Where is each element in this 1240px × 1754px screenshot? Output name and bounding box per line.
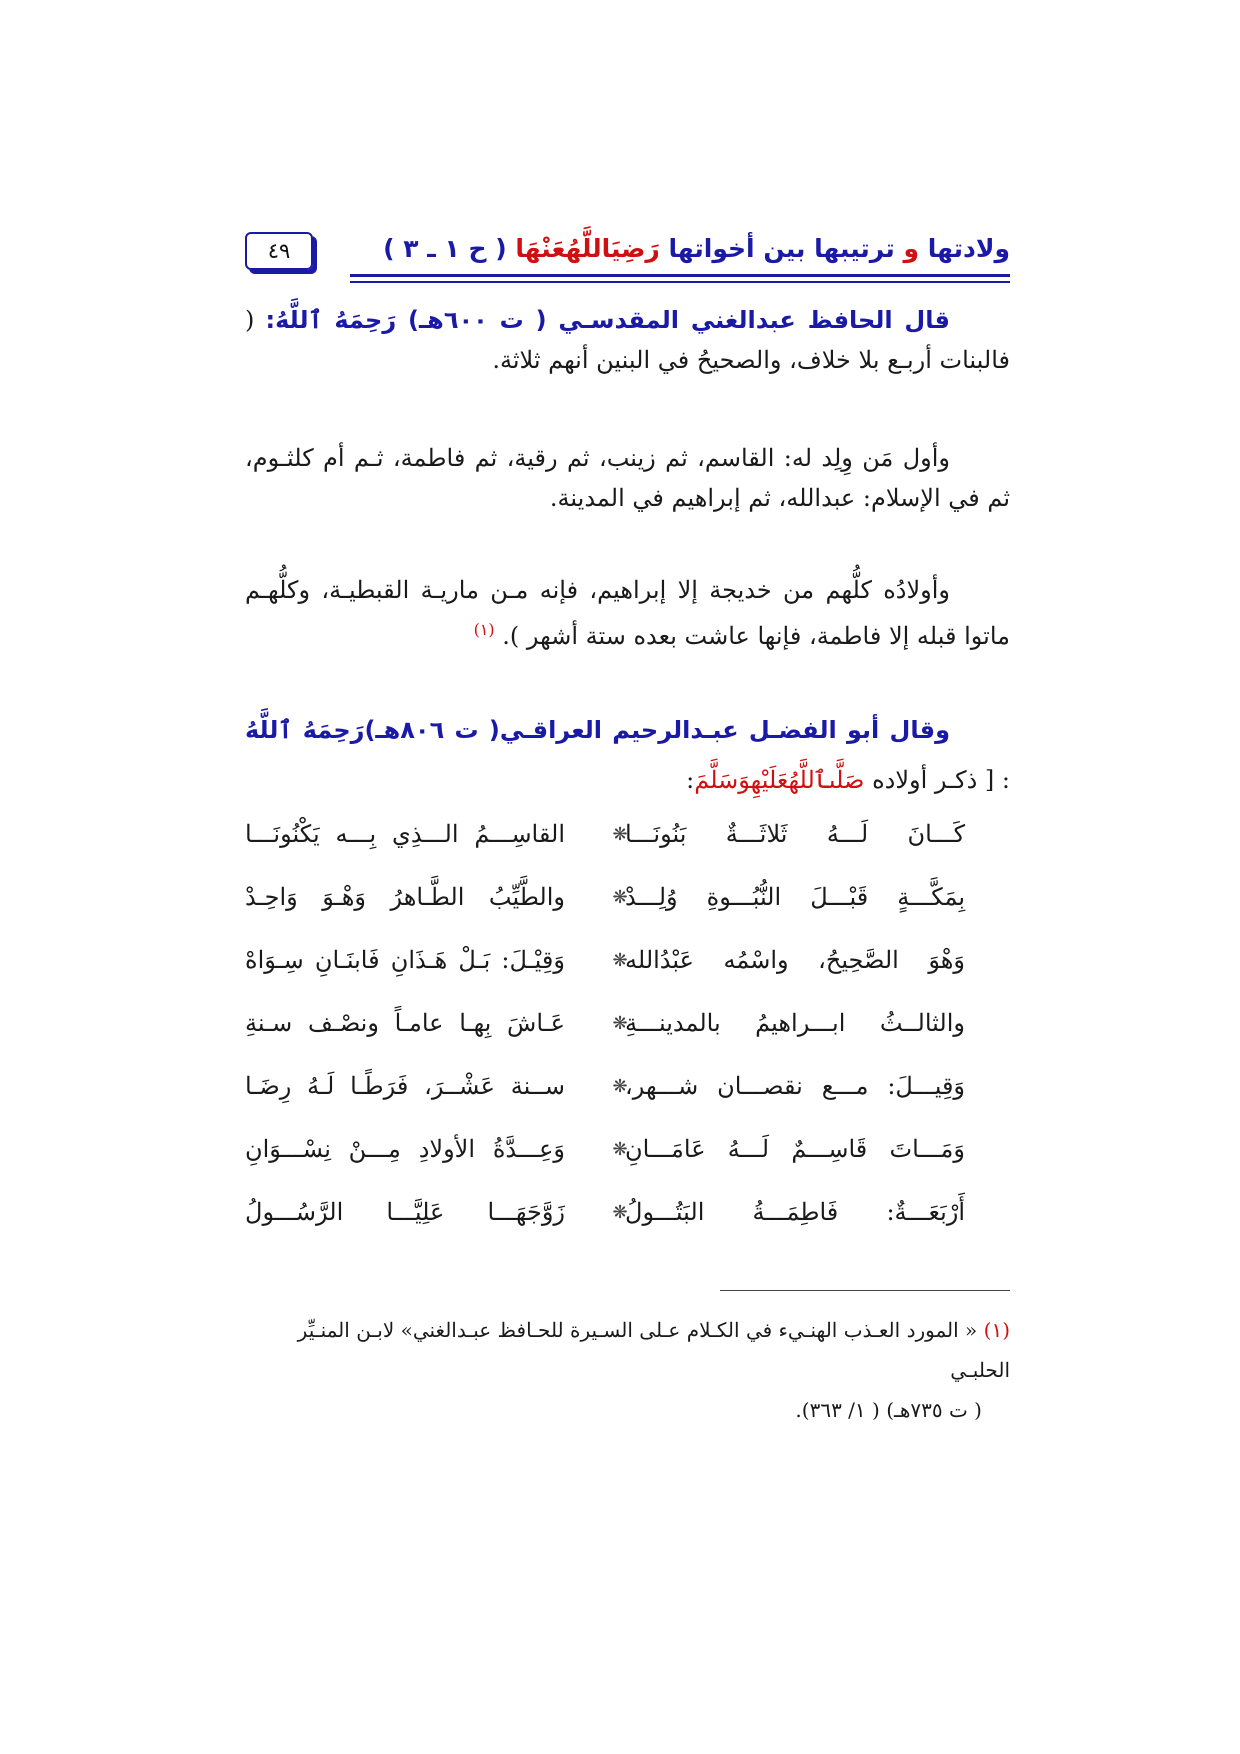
- footnote: [245, 1310, 1010, 1430]
- verse-first-hemistich: أَرْبَعَـــةٌ: فَاطِمَـــةُ البَتُـــولُ: [625, 1198, 965, 1226]
- footnote-text: « المورد العـذب الهنـيء في الكـلام عـلى السـيرة للحـافظ عبـدالغني» لابـن المنـيِّر الحلبـي: [297, 1318, 1010, 1382]
- footnote-line-1: [245, 1310, 1010, 1390]
- header-rule-secondary: [350, 281, 1010, 283]
- quote-attribution-2: وقال أبو الفضـل عبـدالرحيم العراقـي( ت ٨٠٦هـ)رَحِمَهُ ٱللَّهُ: [245, 716, 950, 744]
- verse-first-hemistich: وَقِيـــلَ: مـــع نقصـــان شـــهر،: [625, 1072, 965, 1100]
- header-title-part2: ترتيبها بين أخواتها: [668, 234, 895, 263]
- paragraph-1-text: ( فالبنات أربـع بلا خلاف، والصحيحُ في البنين أنهم ثلاثة.: [245, 306, 1010, 374]
- verse-first-hemistich: كَـــانَ لَـــهُ ثَلاثَـــةٌ بَنُونَـــا: [625, 820, 965, 848]
- verse-first-hemistich: وَمَـــاتَ قَاسِـــمٌ لَـــهُ عَامَـــانِ: [625, 1135, 965, 1163]
- verse-separator-icon: ❋: [612, 1076, 628, 1097]
- paragraph-3: [245, 570, 1010, 656]
- footnote-number: (١): [983, 1318, 1010, 1342]
- verse-separator-icon: ❋: [612, 824, 628, 845]
- header-rule: [350, 274, 1010, 277]
- verse-second-hemistich: وَقِيْـلَ: بَـلْ هَـذَانِ فَابنَـانِ سِـوَاهْ: [245, 946, 565, 974]
- paragraph-3-text: وأولادُه كلُّهم من خديجة إلا إبراهيم، فإنه مـن ماريـة القبطيـة، وكلُّهـم ماتوا قبله إلا فاطمة، فإنها عاشت بعده ستة أشهر ).: [245, 576, 1010, 650]
- verse-separator-icon: ❋: [612, 1202, 628, 1223]
- header-title: [383, 234, 1010, 263]
- verse-second-hemistich: والطَّيِّبُ الطَّـاهرُ وَهْـوَ وَاحِـدْ: [245, 883, 565, 911]
- poem-verse: [245, 1135, 1010, 1175]
- verse-separator-icon: ❋: [612, 887, 628, 908]
- salutation: صَلَّىٱللَّهُعَلَيْهِوَسَلَّمَ: [694, 766, 865, 794]
- poem-verse: [245, 1072, 1010, 1112]
- poem-verse: [245, 883, 1010, 923]
- header-title-part3: ( ح ١ ـ ٣ ): [383, 234, 507, 263]
- verse-first-hemistich: بِمَكَّـــةٍ قَبْـــلَ النُّبُـــوةِ وُلِـــدْ: [625, 883, 965, 911]
- paragraph-4-colon: :: [686, 766, 695, 794]
- poem-verse: [245, 1009, 1010, 1049]
- page-number-box: ٤٩: [245, 232, 313, 270]
- poem-verse: [245, 1198, 1010, 1238]
- verse-second-hemistich: عَـاشَ بِهـا عامـاً ونصْـف سـنةِ: [245, 1009, 565, 1037]
- footnote-reference[interactable]: (١): [473, 620, 495, 639]
- running-header: [245, 230, 1010, 290]
- footnote-divider: [720, 1290, 1010, 1291]
- poem-verse: [245, 946, 1010, 986]
- quote-attribution-1: قال الحافظ عبدالغني المقدسـي ( ت ٦٠٠هـ) رَحِمَهُ ٱللَّهُ:: [265, 306, 950, 334]
- verse-separator-icon: ❋: [612, 950, 628, 971]
- header-title-part1: ولادتها: [927, 234, 1010, 263]
- verse-separator-icon: ❋: [612, 1139, 628, 1160]
- paragraph-1: [245, 300, 1010, 380]
- header-title-and: و: [903, 234, 920, 263]
- verse-first-hemistich: وَهْوَ الصَّحِيحُ، واسْمُه عَبْدُالله: [625, 946, 965, 974]
- verse-second-hemistich: وَعِـــدَّةُ الأولادِ مِـــنْ نِسْـــوَانِ: [245, 1135, 565, 1163]
- paragraph-4: [245, 705, 1010, 805]
- verse-separator-icon: ❋: [612, 1013, 628, 1034]
- poem-verse: [245, 820, 1010, 860]
- verse-second-hemistich: القاسِـــمُ الـــذِي بِـــه يَكْنُونَـــا: [245, 820, 565, 848]
- header-title-honorific: رَضِيَاللَّهُعَنْهَا: [515, 234, 660, 263]
- paragraph-4-text: : [ ذكـر أولاده: [872, 766, 1010, 794]
- verse-second-hemistich: زَوَّجَهَـــا عَلِيَّـــا الرَّسُـــولُ: [245, 1198, 565, 1226]
- verse-second-hemistich: ســنة عَشْــرَ، فَرَطًـا لَـهُ رِضَـا: [245, 1072, 565, 1100]
- verse-first-hemistich: والثالــثُ ابـــراهيمُ بالمدينـــةِ: [625, 1009, 965, 1037]
- footnote-line-2: ( ت ٧٣٥هـ) ( ١/ ٣٦٣).: [795, 1398, 982, 1422]
- paragraph-2: وأول مَن وِلِد له: القاسم، ثم زينب، ثم رقية، ثم فاطمة، ثـم أم كلثـوم، ثم في الإسلام: عبدالله، ثم إبراهيم في المدينة.: [245, 444, 1010, 512]
